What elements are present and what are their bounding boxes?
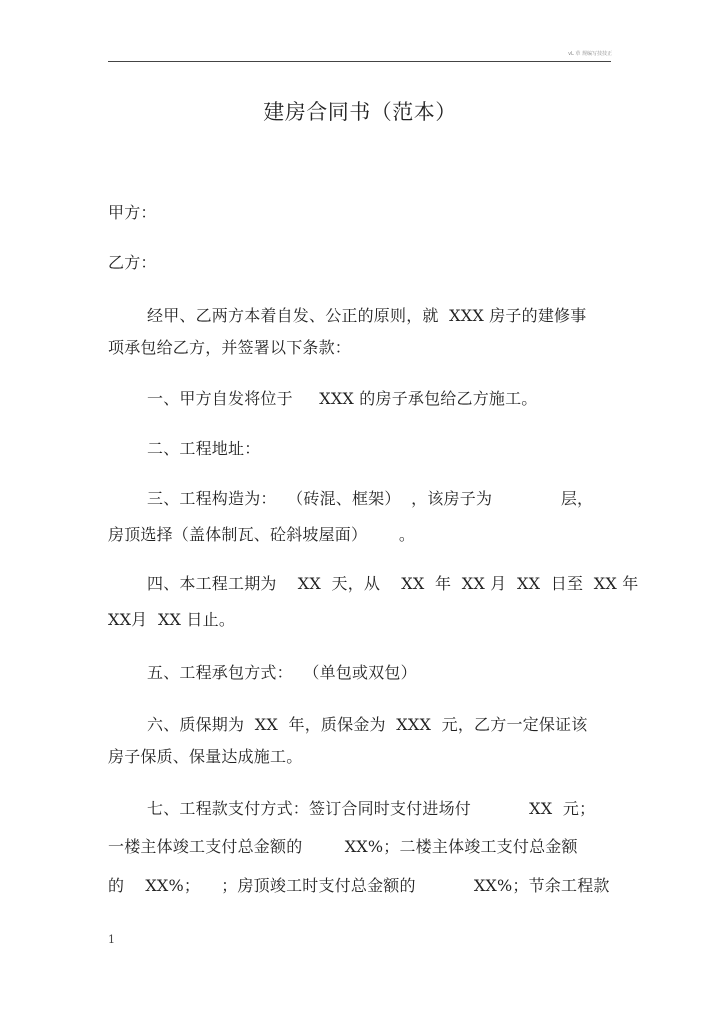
clause-5: 五、工程承包方式： （单包或双包） <box>147 663 417 682</box>
clause-7-line-2: 一楼主体竣工支付总金额的 XX%；二楼主体竣工支付总金额 <box>108 837 578 856</box>
clause-1: 一、甲方自发将位于 XXX 的房子承包给乙方施工。 <box>147 389 538 408</box>
clause-7-line-1: 七、工程款支付方式：签订合同时支付进场付 XX 元； <box>147 799 596 818</box>
page-number: 1 <box>108 933 115 946</box>
clause-3-line-2: 房顶选择（盖体制瓦、砼斜坡屋面） 。 <box>108 525 416 544</box>
header-note: vL 草 规编写技技正 <box>568 51 612 57</box>
clause-6-line-2: 房子保质、保量达成施工。 <box>108 747 303 766</box>
document-title: 建房合同书（范本） <box>263 100 457 124</box>
intro-line-1: 经甲、乙两方本着自发、公正的原则，就 XXX 房子的建修事 <box>147 306 587 325</box>
party-b-line: 乙方： <box>108 253 157 272</box>
clause-4-line-1: 四、本工程工期为 XX 天，从 XX 年 XX 月 XX 日至 XX 年 <box>147 574 639 593</box>
clause-2: 二、工程地址： <box>147 439 261 458</box>
party-a-line: 甲方： <box>108 203 157 222</box>
intro-line-2: 项承包给乙方，并签署以下条款： <box>108 338 352 357</box>
clause-3-line-1: 三、工程构造为： （砖混、框架） ，该房子为 层， <box>147 489 594 508</box>
clause-4-line-2: XX月 XX 日止。 <box>108 610 236 629</box>
header-rule <box>108 61 611 62</box>
clause-6-line-1: 六、质保期为 XX 年，质保金为 XXX 元，乙方一定保证该 <box>147 715 588 734</box>
clause-7-line-3: 的 XX%； ；房顶竣工时支付总金额的 XX%；节余工程款 <box>108 876 610 895</box>
